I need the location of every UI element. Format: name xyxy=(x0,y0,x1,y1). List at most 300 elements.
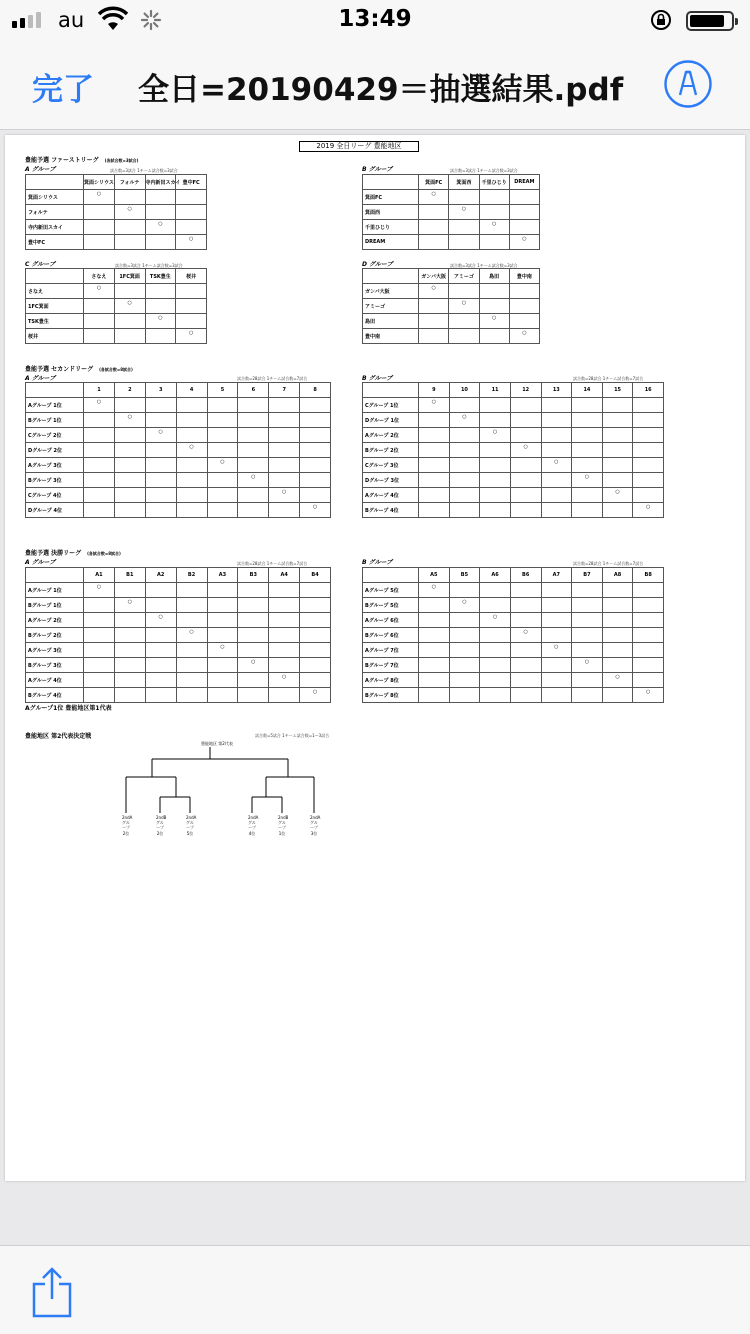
table-cell: B4 xyxy=(300,568,331,583)
row-header-cell: TSK豊生 xyxy=(26,314,84,329)
table-cell xyxy=(602,413,633,428)
bottom-toolbar xyxy=(0,1245,750,1334)
table-cell xyxy=(84,235,115,250)
table-cell xyxy=(114,235,145,250)
pdf-page[interactable] xyxy=(5,135,745,1181)
table-cell xyxy=(238,583,269,598)
table-row xyxy=(26,398,331,413)
table-cell xyxy=(419,503,450,518)
row-header-cell: 箕面シリウス xyxy=(26,190,84,205)
first-c-table xyxy=(25,268,207,344)
table-cell xyxy=(449,428,480,443)
table-cell xyxy=(269,643,300,658)
table-cell xyxy=(602,398,633,413)
done-button[interactable]: 完了 xyxy=(32,72,94,108)
table-cell xyxy=(176,673,207,688)
table-cell xyxy=(633,458,664,473)
diagonal-mark-cell: ○ xyxy=(145,428,176,443)
second-a-label: A グループ xyxy=(25,375,56,382)
table-cell xyxy=(207,658,238,673)
row-header-cell: Aグループ 4位 xyxy=(26,673,84,688)
table-cell: 箕面シリウス xyxy=(84,175,115,190)
table-cell xyxy=(114,658,145,673)
table-cell xyxy=(419,314,449,329)
table-cell xyxy=(84,314,115,329)
table-cell xyxy=(207,488,238,503)
diagonal-mark-cell: ○ xyxy=(479,220,509,235)
final-b-label: B グループ xyxy=(362,559,393,566)
table-row xyxy=(363,503,664,518)
table-cell xyxy=(449,443,480,458)
table-cell xyxy=(207,413,238,428)
table-cell: 4 xyxy=(176,383,207,398)
table-cell: 3 xyxy=(145,383,176,398)
table-row xyxy=(363,613,664,628)
table-cell xyxy=(84,443,115,458)
row-header-cell: Aグループ 2位 xyxy=(26,613,84,628)
first-league-heading: 豊能予選 ファーストリーグ (各試合数=3試合) xyxy=(25,157,139,164)
table-cell: DREAM xyxy=(509,175,539,190)
table-cell xyxy=(419,488,450,503)
table-cell xyxy=(145,688,176,703)
table-row xyxy=(26,488,331,503)
playoff-note: 試合数=5試合 1チーム試合数=1～3試合 xyxy=(255,733,330,738)
table-cell xyxy=(541,613,572,628)
table-header-row xyxy=(26,568,331,583)
table-cell: 13 xyxy=(541,383,572,398)
first-d-note: 試合数=3試合 1チーム試合数=3試合 xyxy=(450,263,518,268)
table-row xyxy=(26,473,331,488)
table-cell xyxy=(572,503,603,518)
table-row xyxy=(363,235,540,250)
battery-icon xyxy=(686,11,734,31)
table-cell xyxy=(509,190,539,205)
first-b-table xyxy=(362,174,540,250)
table-row xyxy=(363,458,664,473)
table-cell xyxy=(176,299,207,314)
share-icon[interactable] xyxy=(30,1266,74,1318)
table-cell xyxy=(26,568,84,583)
table-header-row xyxy=(26,175,207,190)
table-cell xyxy=(114,473,145,488)
table-cell xyxy=(145,329,176,344)
table-cell xyxy=(572,413,603,428)
first-a-table xyxy=(25,174,207,250)
table-cell xyxy=(84,488,115,503)
table-cell xyxy=(572,688,603,703)
diagonal-mark-cell: ○ xyxy=(419,583,450,598)
table-cell xyxy=(510,398,541,413)
table-header-row xyxy=(363,383,664,398)
diagonal-mark-cell: ○ xyxy=(207,458,238,473)
table-cell xyxy=(419,428,450,443)
table-cell xyxy=(572,583,603,598)
table-cell xyxy=(238,398,269,413)
table-cell: 14 xyxy=(572,383,603,398)
table-cell xyxy=(480,673,511,688)
final-a-table xyxy=(25,567,331,703)
table-cell xyxy=(449,284,479,299)
table-cell xyxy=(238,503,269,518)
status-time: 13:49 xyxy=(338,6,412,32)
table-cell xyxy=(176,205,207,220)
table-cell xyxy=(510,473,541,488)
table-cell xyxy=(509,299,539,314)
table-cell xyxy=(509,284,539,299)
table-cell xyxy=(207,583,238,598)
table-cell: 6 xyxy=(238,383,269,398)
row-header-cell: Bグループ 4位 xyxy=(363,503,419,518)
row-header-cell: Aグループ 4位 xyxy=(363,488,419,503)
table-cell xyxy=(480,628,511,643)
table-cell: A4 xyxy=(269,568,300,583)
table-cell xyxy=(176,413,207,428)
table-cell xyxy=(572,598,603,613)
table-cell: A5 xyxy=(419,568,450,583)
row-header-cell: Aグループ 6位 xyxy=(363,613,419,628)
table-cell xyxy=(449,673,480,688)
pdf-doc-title: 2019 全日リーグ 豊能地区 xyxy=(299,141,419,152)
table-row xyxy=(26,314,207,329)
table-row xyxy=(26,613,331,628)
row-header-cell: Aグループ 5位 xyxy=(363,583,419,598)
table-row xyxy=(363,299,540,314)
table-cell: ガンバ大阪 xyxy=(419,269,449,284)
playoff-slot-1: 2ndAグループ2位 xyxy=(122,815,133,836)
table-cell xyxy=(479,284,509,299)
table-row xyxy=(363,205,540,220)
diagonal-mark-cell: ○ xyxy=(84,398,115,413)
diagonal-mark-cell: ○ xyxy=(114,299,145,314)
document-title: 全日=20190429＝抽選結果.pdf xyxy=(138,72,624,108)
table-cell: A7 xyxy=(541,568,572,583)
row-header-cell: 箕面FC xyxy=(363,190,419,205)
table-cell xyxy=(207,428,238,443)
first-b-note: 試合数=3試合 1チーム試合数=3試合 xyxy=(450,168,518,173)
first-c-note: 試合数=3試合 1チーム試合数=3試合 xyxy=(115,263,183,268)
first-c-label: C グループ xyxy=(25,261,56,268)
table-cell xyxy=(269,458,300,473)
table-row xyxy=(26,458,331,473)
table-cell xyxy=(479,299,509,314)
table-cell: 9 xyxy=(419,383,450,398)
table-cell xyxy=(541,598,572,613)
table-cell xyxy=(145,235,176,250)
final-a-note: 試合数=28試合 1チーム試合数=7試合 xyxy=(237,561,308,566)
table-cell xyxy=(541,628,572,643)
table-cell: 2 xyxy=(114,383,145,398)
table-cell xyxy=(449,503,480,518)
table-cell xyxy=(238,413,269,428)
table-cell xyxy=(633,583,664,598)
table-cell xyxy=(419,473,450,488)
table-cell xyxy=(449,628,480,643)
row-header-cell: Bグループ 5位 xyxy=(363,598,419,613)
table-cell xyxy=(479,205,509,220)
table-cell xyxy=(449,583,480,598)
row-header-cell: Dグループ 4位 xyxy=(26,503,84,518)
table-row xyxy=(26,284,207,299)
table-cell xyxy=(114,688,145,703)
table-row xyxy=(363,190,540,205)
table-cell xyxy=(145,643,176,658)
row-header-cell: Bグループ 8位 xyxy=(363,688,419,703)
pdf-viewer[interactable] xyxy=(0,131,750,1245)
table-cell xyxy=(269,658,300,673)
table-cell xyxy=(510,673,541,688)
table-row xyxy=(363,673,664,688)
table-cell xyxy=(176,643,207,658)
diagonal-mark-cell: ○ xyxy=(84,284,115,299)
table-cell xyxy=(114,458,145,473)
table-cell: A3 xyxy=(207,568,238,583)
table-cell xyxy=(541,428,572,443)
table-cell xyxy=(449,688,480,703)
table-row xyxy=(363,628,664,643)
table-cell xyxy=(269,473,300,488)
table-cell xyxy=(145,628,176,643)
table-cell xyxy=(114,398,145,413)
table-cell xyxy=(633,643,664,658)
table-cell xyxy=(419,329,449,344)
row-header-cell: Aグループ 3位 xyxy=(26,643,84,658)
table-cell xyxy=(114,583,145,598)
table-row xyxy=(26,628,331,643)
second-b-note: 試合数=28試合 1チーム試合数=7試合 xyxy=(573,376,644,381)
table-row xyxy=(363,658,664,673)
table-row xyxy=(363,488,664,503)
playoff-bracket xyxy=(120,747,340,917)
table-cell xyxy=(602,688,633,703)
table-cell xyxy=(207,443,238,458)
row-header-cell: フォルテ xyxy=(26,205,84,220)
table-cell xyxy=(602,473,633,488)
table-cell xyxy=(207,613,238,628)
table-cell xyxy=(419,205,449,220)
table-cell xyxy=(541,398,572,413)
table-cell xyxy=(419,613,450,628)
table-cell: 桜井 xyxy=(176,269,207,284)
table-cell: アミーゴ xyxy=(449,269,479,284)
table-cell: 豊中FC xyxy=(176,175,207,190)
table-cell xyxy=(84,673,115,688)
diagonal-mark-cell: ○ xyxy=(510,443,541,458)
table-cell xyxy=(419,598,450,613)
table-row xyxy=(363,473,664,488)
table-row xyxy=(26,503,331,518)
table-cell: B2 xyxy=(176,568,207,583)
table-cell xyxy=(84,473,115,488)
table-cell xyxy=(509,220,539,235)
table-cell xyxy=(602,658,633,673)
table-cell xyxy=(300,673,331,688)
diagonal-mark-cell: ○ xyxy=(207,643,238,658)
row-header-cell: Aグループ 3位 xyxy=(26,458,84,473)
table-cell xyxy=(419,220,449,235)
diagonal-mark-cell: ○ xyxy=(176,235,207,250)
row-header-cell: DREAM xyxy=(363,235,419,250)
table-cell xyxy=(114,488,145,503)
first-d-label: D グループ xyxy=(362,261,393,268)
table-cell xyxy=(300,488,331,503)
row-header-cell: Bグループ 7位 xyxy=(363,658,419,673)
table-cell xyxy=(269,413,300,428)
diagonal-mark-cell: ○ xyxy=(84,190,115,205)
table-cell xyxy=(145,284,176,299)
table-cell xyxy=(509,205,539,220)
table-cell xyxy=(541,488,572,503)
final-b-table xyxy=(362,567,664,703)
table-row xyxy=(26,190,207,205)
table-cell xyxy=(145,205,176,220)
row-header-cell: Bグループ 4位 xyxy=(26,688,84,703)
table-header-row xyxy=(26,269,207,284)
table-cell xyxy=(84,658,115,673)
table-cell xyxy=(269,598,300,613)
final-a-label: A グループ xyxy=(25,559,56,566)
table-cell xyxy=(207,628,238,643)
table-cell xyxy=(269,688,300,703)
table-cell xyxy=(541,658,572,673)
table-cell xyxy=(176,473,207,488)
table-cell: 1 xyxy=(84,383,115,398)
row-header-cell: 1FC箕面 xyxy=(26,299,84,314)
table-cell xyxy=(510,598,541,613)
table-cell: 16 xyxy=(633,383,664,398)
table-cell xyxy=(300,658,331,673)
table-cell xyxy=(510,428,541,443)
table-row xyxy=(363,443,664,458)
table-cell xyxy=(449,473,480,488)
playoff-slot-6: 2ndAグループ3位 xyxy=(310,815,321,836)
table-cell xyxy=(145,299,176,314)
table-cell xyxy=(176,503,207,518)
table-cell xyxy=(363,568,419,583)
table-cell xyxy=(633,613,664,628)
table-cell xyxy=(114,628,145,643)
table-cell xyxy=(480,488,511,503)
table-cell: B5 xyxy=(449,568,480,583)
diagonal-mark-cell: ○ xyxy=(572,658,603,673)
table-cell xyxy=(145,473,176,488)
table-header-row xyxy=(363,175,540,190)
table-cell xyxy=(510,413,541,428)
table-row xyxy=(363,598,664,613)
table-row xyxy=(363,643,664,658)
diagonal-mark-cell: ○ xyxy=(541,643,572,658)
row-header-cell: 箕面西 xyxy=(363,205,419,220)
diagonal-mark-cell: ○ xyxy=(633,503,664,518)
playoff-heading: 豊能地区 第2代表決定戦 xyxy=(25,733,92,740)
table-cell: B7 xyxy=(572,568,603,583)
table-row xyxy=(363,583,664,598)
diagonal-mark-cell: ○ xyxy=(269,673,300,688)
table-cell xyxy=(26,175,84,190)
table-cell xyxy=(419,643,450,658)
row-header-cell: 豊中南 xyxy=(363,329,419,344)
table-cell xyxy=(238,628,269,643)
final-footnote: Aグループ1位 豊能地区第1代表 xyxy=(25,705,112,712)
table-cell xyxy=(510,458,541,473)
table-cell xyxy=(449,190,479,205)
table-cell xyxy=(510,658,541,673)
table-cell xyxy=(84,220,115,235)
table-cell xyxy=(480,413,511,428)
table-cell xyxy=(602,613,633,628)
table-cell xyxy=(269,583,300,598)
table-cell xyxy=(633,443,664,458)
table-cell xyxy=(84,613,115,628)
table-cell xyxy=(419,673,450,688)
table-cell xyxy=(449,458,480,473)
table-cell xyxy=(114,329,145,344)
diagonal-mark-cell: ○ xyxy=(510,628,541,643)
diagonal-mark-cell: ○ xyxy=(602,673,633,688)
table-cell xyxy=(541,413,572,428)
table-cell xyxy=(419,299,449,314)
table-cell: 10 xyxy=(449,383,480,398)
table-cell xyxy=(300,473,331,488)
table-cell xyxy=(602,598,633,613)
table-cell: 豊中南 xyxy=(509,269,539,284)
table-cell xyxy=(602,583,633,598)
table-cell xyxy=(207,398,238,413)
diagonal-mark-cell: ○ xyxy=(419,284,449,299)
table-cell xyxy=(363,175,419,190)
table-cell xyxy=(363,383,419,398)
table-cell xyxy=(176,220,207,235)
table-cell xyxy=(572,443,603,458)
table-cell xyxy=(300,613,331,628)
row-header-cell: Aグループ 1位 xyxy=(26,398,84,413)
table-cell: B8 xyxy=(633,568,664,583)
row-header-cell: Cグループ 3位 xyxy=(363,458,419,473)
final-league-heading: 豊能予選 決勝リーグ (各試合数=8試合) xyxy=(25,550,121,557)
carrier-label: au xyxy=(58,8,85,32)
diagonal-mark-cell: ○ xyxy=(238,473,269,488)
table-cell xyxy=(633,428,664,443)
table-cell xyxy=(238,443,269,458)
diagonal-mark-cell: ○ xyxy=(572,473,603,488)
table-cell xyxy=(269,628,300,643)
table-cell: 箕面西 xyxy=(449,175,479,190)
table-cell xyxy=(176,613,207,628)
table-cell xyxy=(84,598,115,613)
table-cell xyxy=(238,673,269,688)
diagonal-mark-cell: ○ xyxy=(602,488,633,503)
markup-pen-icon[interactable] xyxy=(664,60,712,108)
second-b-label: B グループ xyxy=(362,375,393,382)
table-cell xyxy=(572,613,603,628)
table-row xyxy=(363,688,664,703)
table-cell xyxy=(510,613,541,628)
row-header-cell: 桜井 xyxy=(26,329,84,344)
table-cell xyxy=(145,190,176,205)
table-cell xyxy=(449,658,480,673)
table-cell xyxy=(633,413,664,428)
table-cell xyxy=(84,458,115,473)
second-league-heading: 豊能予選 セカンドリーグ (各試合数=8試合) xyxy=(25,366,133,373)
table-cell xyxy=(572,643,603,658)
table-cell xyxy=(176,598,207,613)
row-header-cell: Dグループ 2位 xyxy=(26,443,84,458)
table-cell xyxy=(207,673,238,688)
row-header-cell: Aグループ 1位 xyxy=(26,583,84,598)
table-cell xyxy=(176,190,207,205)
table-cell xyxy=(26,383,84,398)
table-cell: 千里ひじり xyxy=(479,175,509,190)
table-cell xyxy=(176,398,207,413)
